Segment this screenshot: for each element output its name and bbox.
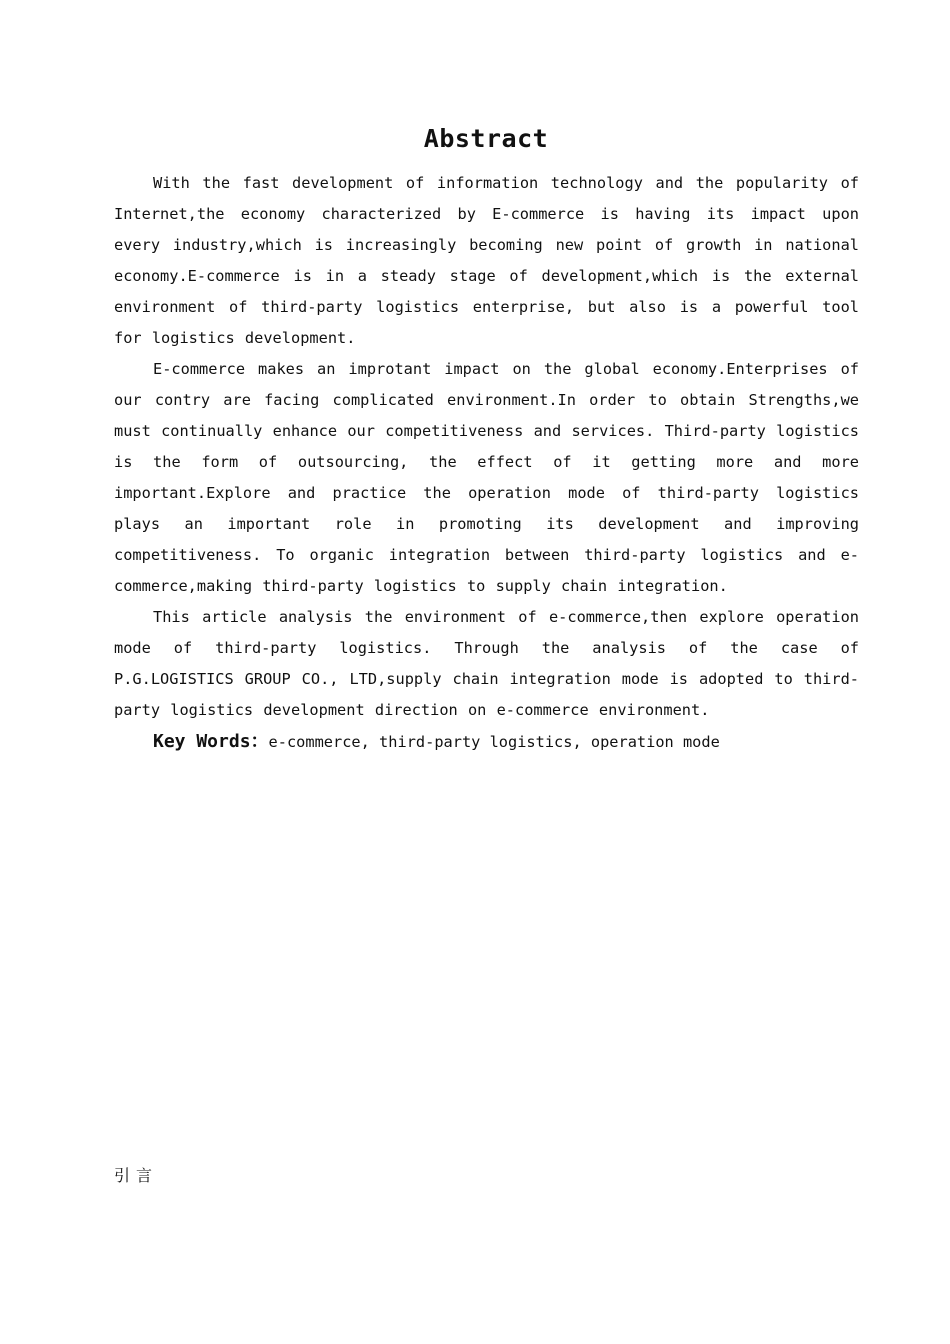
- keywords-line: [114, 726, 859, 758]
- abstract-title: Abstract: [423, 124, 549, 153]
- abstract-paragraph-1: With the fast development of information technology and the popularity of Internet,the economy characterized by E-commerce is having its impact upon every industry,which is increasingly becoming new point of growth in national economy.E-commerce is in a steady stage of development,which is the external environment of third-party logistics enterprise, but also is a powerful tool for logistics development.: [114, 174, 859, 347]
- abstract-paragraph-3: This article analysis the environment of e-commerce,then explore operation mode of third-party logistics. Through the analysis of the case of P.G.LOGISTICS GROUP CO., LTD,supply chain integration mode is adopted to third-party logistics development direction on e-commerce environment.: [114, 608, 859, 719]
- introduction-heading: 引言: [114, 1166, 159, 1185]
- keywords-label: Key Words：: [153, 731, 269, 752]
- keywords-text: e-commerce, third-party logistics, operation mode: [268, 733, 720, 751]
- abstract-paragraph-2: E-commerce makes an improtant impact on the global economy.Enterprises of our contry are facing complicated environment.In order to obtain Strengths,we must continually enhance our competitiveness and services. Third-party logistics is the form of outsourcing, the effect of it getting more and more important.Explore and practice the operation mode of third-party logistics plays an important role in promoting its development and improving competitiveness. To organic integration between third-party logistics and e-commerce,making third-party logistics to supply chain integration.: [114, 360, 859, 595]
- abstract-body: [114, 168, 859, 758]
